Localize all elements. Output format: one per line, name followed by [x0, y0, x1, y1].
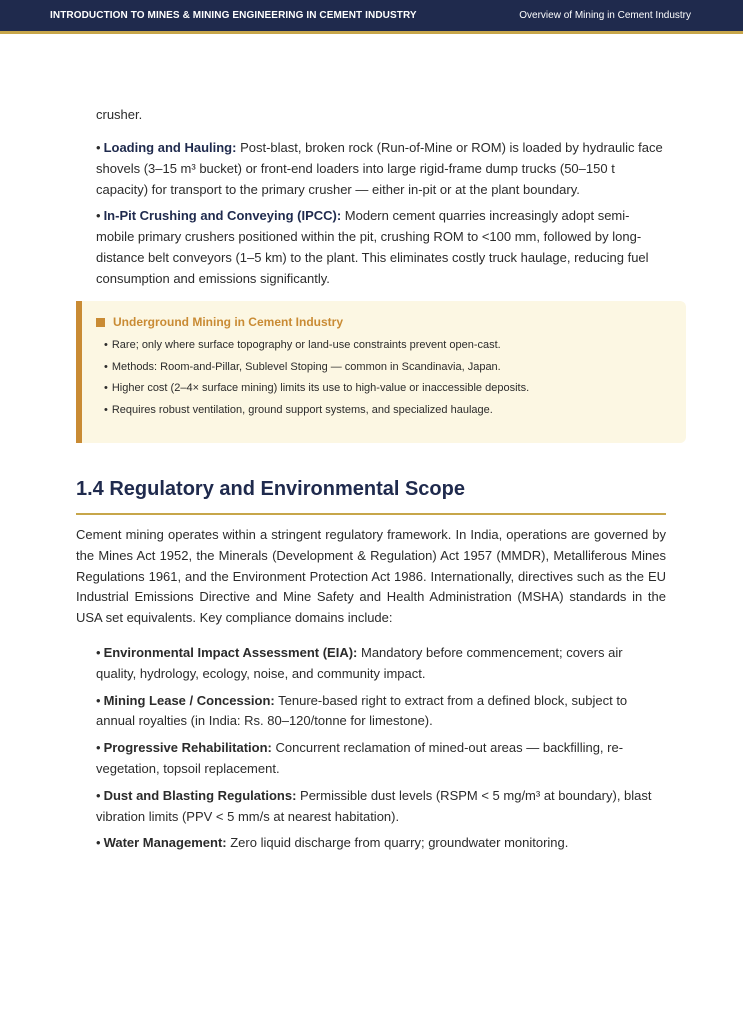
callout-heading — [96, 315, 670, 329]
bullet-dot: • — [96, 208, 101, 223]
section-intro-paragraph: Cement mining operates within a stringent regulatory framework. In India, operations are governed by the Mines Act 1952, the Minerals (Development & Regulation) Act 1957 (MMDR), Metalliferous Mines Regulations 1961, and the Environment Protection Act 1986. Internationally, directives such as the EU Industrial Emissions Directive and Mine Safety and Health Administration (MSHA) standards in the USA set equivalents. Key compliance domains include: — [76, 527, 666, 626]
header-book-title: INTRODUCTION TO MINES & MINING ENGINEERING IN CEMENT INDUSTRY — [50, 10, 417, 21]
bullet-dot: • — [96, 835, 101, 851]
bullet-dot: • — [96, 787, 101, 803]
bullet-dot: • — [104, 360, 108, 373]
bullet-text: Mandatory before commencement; covers air quality, hydrology, ecology, noise, and community impact. — [96, 644, 623, 681]
bullet-title: Loading and Hauling: — [103, 140, 237, 155]
bullet-text: Post-blast, broken rock (Run-of-Mine or ROM) is loaded by hydraulic face shovels (3–15 m³ bucket) or front-end loaders into large rigid-frame dump trucks (50–150 t capacity) for transport to the primary crusher — either in-pit or at the plant boundary. — [96, 140, 663, 197]
bullet-mining-lease — [96, 691, 666, 733]
bullet-title: Progressive Rehabilitation: — [103, 740, 272, 756]
bullet-dot: • — [96, 740, 101, 756]
callout-title: Underground Mining in Cement Industry — [113, 315, 343, 329]
underground-mining-callout — [76, 301, 686, 443]
bullet-dot: • — [104, 339, 108, 351]
bullet-ipcc — [96, 205, 666, 289]
callout-item — [96, 378, 670, 400]
square-icon — [96, 318, 105, 327]
bullet-dot: • — [96, 140, 101, 155]
page-header — [0, 0, 743, 34]
bullet-dot: • — [96, 644, 101, 660]
bullet-dot: • — [96, 692, 101, 708]
callout-item-text: Higher cost (2–4× surface mining) limits its use to high-value or inaccessible deposits. — [111, 382, 530, 394]
bullet-text: Modern cement quarries increasingly adopt semi-mobile primary crushers positioned within the pit, crushing ROM to <100 mm, followed by long-distance belt conveyors (1–5 km) to the plant. This eliminates costly truck haulage, reducing fuel consumption and emissions significantly. — [96, 208, 649, 286]
bullet-water-management — [96, 833, 666, 854]
header-chapter-title: Overview of Mining in Cement Industry — [519, 10, 691, 21]
bullet-text: Zero liquid discharge from quarry; groundwater monitoring. — [226, 835, 569, 851]
callout-item — [96, 335, 670, 357]
bullet-title: Dust and Blasting Regulations: — [103, 787, 297, 803]
bullet-dot: • — [104, 382, 108, 394]
section-heading: 1.4 Regulatory and Environmental Scope — [76, 475, 666, 515]
page-content — [76, 104, 666, 860]
bullet-progressive-rehab — [96, 738, 666, 780]
bullet-dot: • — [104, 403, 108, 416]
bullet-title: Mining Lease / Concession: — [103, 692, 275, 708]
bullet-text: Concurrent reclamation of mined-out areas — backfilling, re-vegetation, topsoil replacement. — [96, 740, 624, 776]
callout-item — [96, 400, 670, 422]
callout-item — [96, 357, 670, 379]
bullet-text: Tenure-based right to extract from a defined block, subject to annual royalties (in India: Rs. 80–120/tonne for limestone). — [96, 692, 628, 729]
callout-item-text: Methods: Room-and-Pillar, Sublevel Stoping — common in Scandinavia, Japan. — [111, 360, 501, 373]
continuation-text: crusher. — [96, 107, 143, 122]
bullet-loading-hauling — [96, 137, 666, 200]
bullet-eia — [96, 643, 666, 685]
bullet-title: In-Pit Crushing and Conveying (IPCC): — [103, 208, 342, 223]
bullet-title: Environmental Impact Assessment (EIA): — [103, 644, 358, 660]
bullet-dust-blasting — [96, 786, 666, 828]
bullet-text: Permissible dust levels (RSPM < 5 mg/m³ at boundary), blast vibration limits (PPV < 5 mm/s at nearest habitation). — [96, 787, 652, 824]
callout-item-text: Requires robust ventilation, ground support systems, and specialized haulage. — [111, 403, 493, 416]
callout-item-text: Rare; only where surface topography or land-use constraints prevent open-cast. — [111, 339, 501, 351]
bullet-title: Water Management: — [103, 835, 227, 851]
